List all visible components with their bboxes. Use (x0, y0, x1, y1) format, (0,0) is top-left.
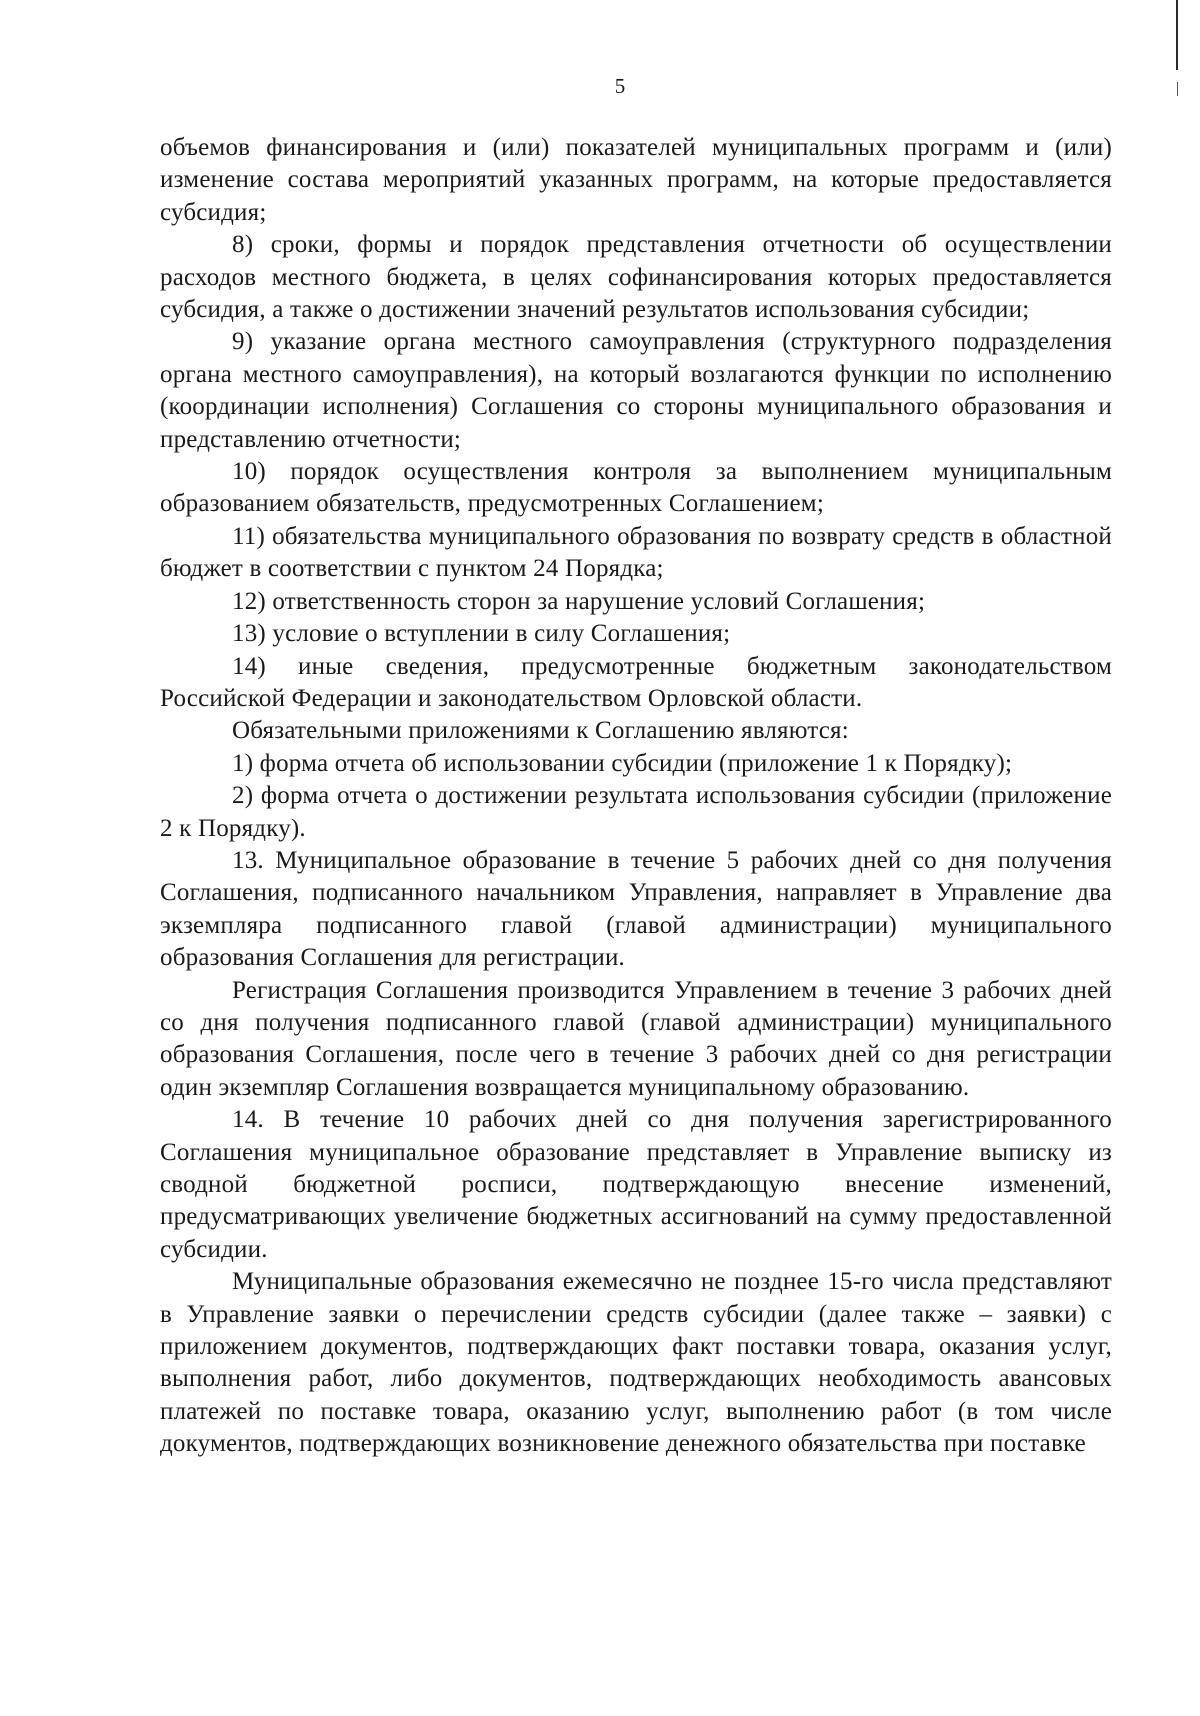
paragraph-continuation: объемов финансирования и (или) показателей муниципальных программ и (или) изменение состава мероприятий указанных программ, на которые предоставляется субсидия; (160, 134, 1112, 226)
paragraph-section-13: 13. Муниципальное образование в течение 5 рабочих дней со дня получения Соглашения, подписанного начальником Управления, направляет в Управление два экземпляра подписанного главой (главой администрации) муниципального образования Соглашения для регистрации. (160, 846, 1112, 972)
paragraph-item-8: 8) сроки, формы и порядок представления отчетности об осуществлении расходов местного бюджета, в целях софинансирования которых предоставляется субсидия, а также о достижении значений результатов использования субсидии; (160, 231, 1112, 324)
page-number: 5 (614, 74, 626, 98)
paragraph-item-14: 14) иные сведения, предусмотренные бюджетным законодательством Российской Федерации и законодательством Орловской области. (160, 652, 1112, 712)
paragraph-item-11: 11) обязательства муниципального образования по возврату средств в областной бюджет в соответствии с пунктом 24 Порядка; (160, 522, 1112, 583)
paragraph-registration: Регистрация Соглашения производится Управлением в течение 3 рабочих дней со дня получения подписанного главой (главой администрации) муниципального образования Соглашения, после чего в течение 3 рабочих дней со дня регистрации один экземпляр Соглашения возвращается муниципальному образованию. (160, 976, 1112, 1101)
paragraph-appendix-2: 2) форма отчета о достижении результата использования субсидии (приложение 2 к Порядку). (160, 782, 1112, 842)
paragraph-item-12: 12) ответственность сторон за нарушение условий Соглашения; (232, 587, 926, 615)
paragraph-monthly-requests: Муниципальные образования ежемесячно не позднее 15-го числа представляют в Управление заявки о перечислении средств субсидии (далее также – заявки) с приложением документов, подтверждающих факт поставки товара, оказания услуг, выполнения работ, либо документов, подтверждающих необходимость авансовых платежей по поставке товара, оказанию услуг, выполнению работ (в том числе документов, подтверждающих возникновение денежного обязательства при поставке (160, 1268, 1112, 1458)
paragraph-item-13: 13) условие о вступлении в силу Соглашения; (232, 620, 731, 648)
paragraph-item-10: 10) порядок осуществления контроля за выполнением муниципальным образованием обязательств, предусмотренных Соглашением; (160, 458, 1112, 518)
paragraph-section-14: 14. В течение 10 рабочих дней со дня получения зарегистрированного Соглашения муниципальное образование представляет в Управление выписку из сводной бюджетной росписи, подтверждающую внесение изменений, предусматривающих увеличение бюджетных ассигнований на сумму предоставленной субсидии. (160, 1106, 1112, 1263)
scan-edge-mark (1176, 0, 1178, 70)
paragraph-appendix-1: 1) форма отчета об использовании субсидии (приложение 1 к Порядку); (232, 749, 1013, 777)
paragraph-item-9: 9) указание органа местного самоуправления (структурного подразделения органа местного самоуправления), на который возлагаются функции по исполнению (координации исполнения) Соглашения со стороны муниципального образования и представлению отчетности; (160, 328, 1112, 453)
document-body (160, 132, 1112, 1461)
paragraph-appendices-intro: Обязательными приложениями к Соглашению являются: (232, 717, 849, 745)
